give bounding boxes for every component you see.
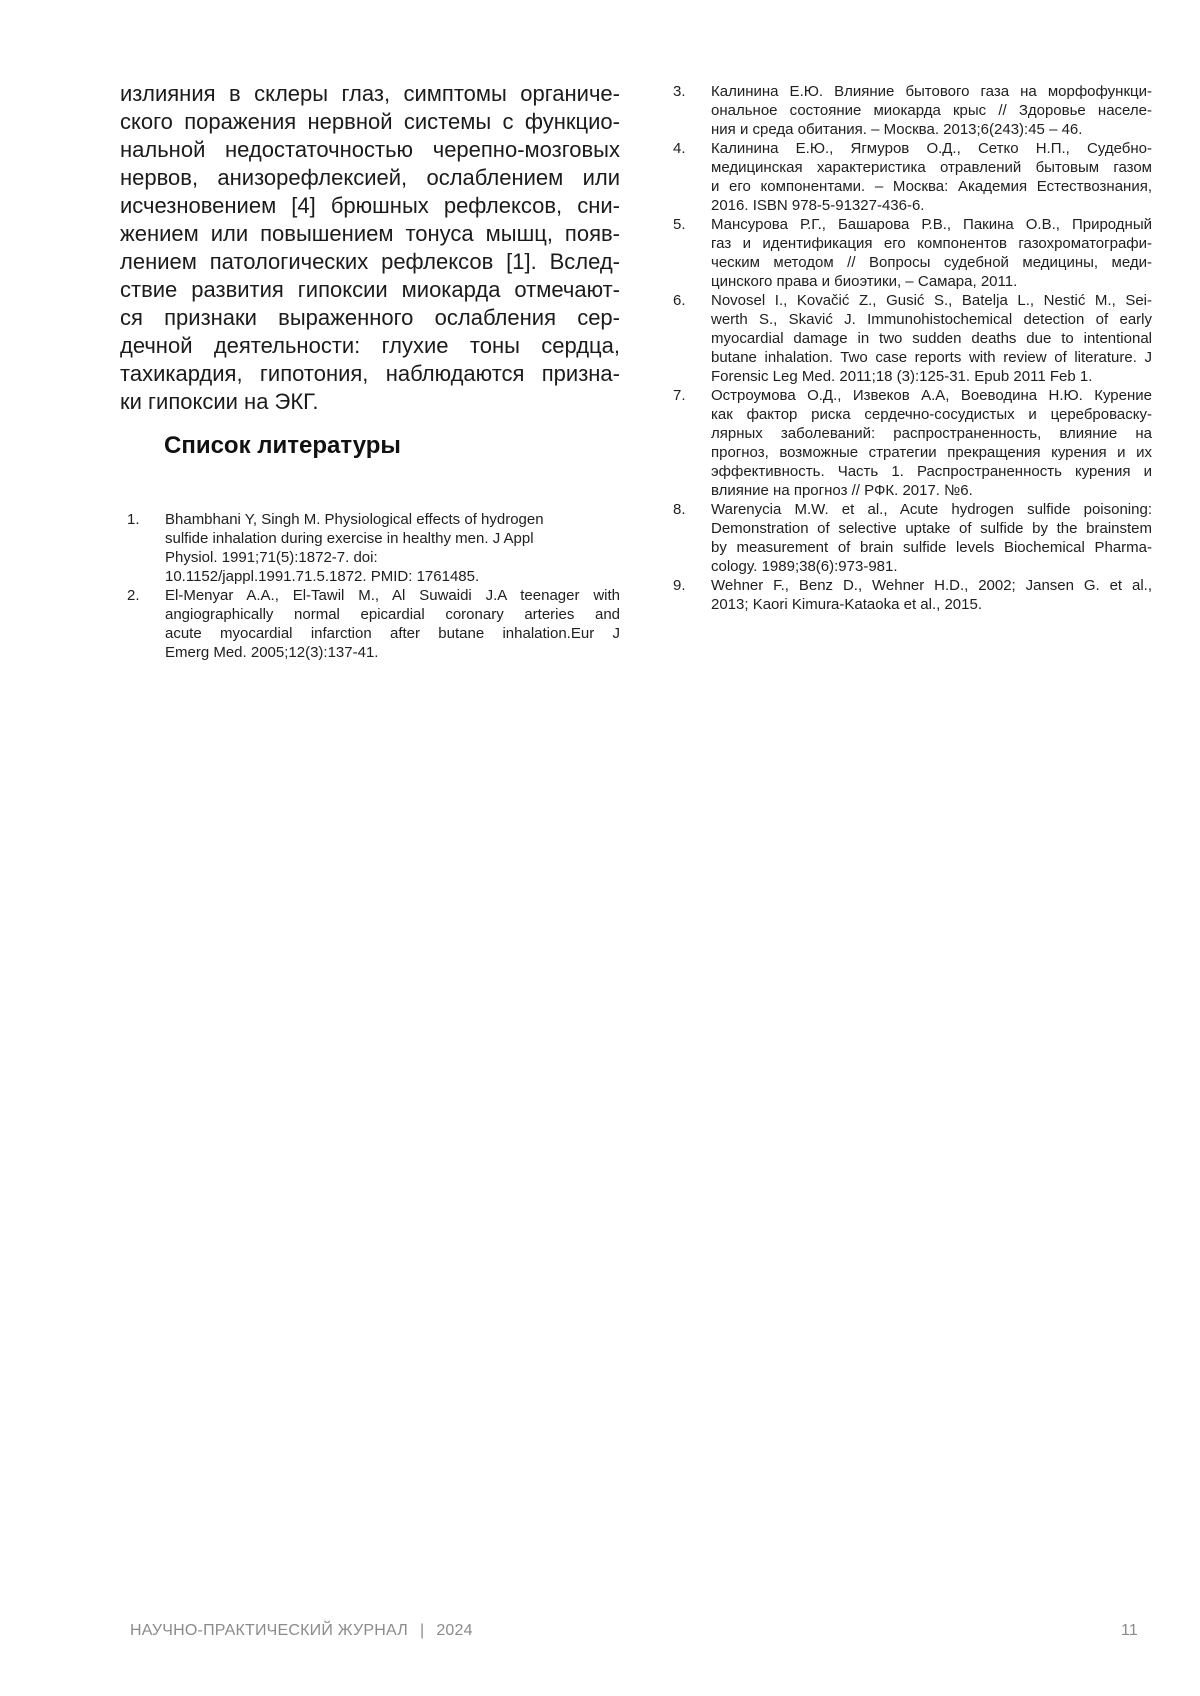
text-line: влияние на прогноз // РФК. 2017. №6. bbox=[711, 482, 973, 499]
reference-number: 3. bbox=[673, 83, 686, 100]
text-line: 2016. ISBN 978-5-91327-436-6. bbox=[711, 197, 925, 214]
reference-text bbox=[711, 576, 1152, 614]
text-line: butane inhalation. Two case reports with review of literature. J bbox=[711, 349, 1152, 366]
references-heading: Список литературы bbox=[164, 432, 401, 459]
reference-text bbox=[711, 291, 1152, 386]
reference-text bbox=[711, 215, 1152, 291]
text-line: и его компонентами. – Москва: Академия Естествознания, bbox=[711, 178, 1152, 195]
article-body-paragraph bbox=[120, 80, 620, 416]
reference-item bbox=[120, 586, 620, 662]
text-line: ствие развития гипоксии миокарда отмечают- bbox=[120, 277, 620, 302]
text-line: прогноз, возможные стратегии прекращения курения и их bbox=[711, 444, 1152, 461]
page-footer bbox=[130, 1622, 1138, 1640]
text-line: werth S., Skavić J. Immunohistochemical detection of early bbox=[711, 311, 1152, 328]
reference-item bbox=[666, 291, 1152, 386]
text-line: El-Menyar A.A., El-Tawil M., Al Suwaidi J.A teenager with bbox=[165, 587, 620, 604]
reference-number: 2. bbox=[127, 587, 140, 604]
references-list-left bbox=[120, 510, 620, 662]
text-line: как фактор риска сердечно-сосудистых и цереброваску- bbox=[711, 406, 1152, 423]
text-line: sulfide inhalation during exercise in healthy men. J Appl bbox=[165, 530, 534, 547]
text-line: 2013; Kaori Kimura-Kataoka et al., 2015. bbox=[711, 596, 982, 613]
text-line: Novosel I., Kovačić Z., Gusić S., Batelja L., Nestić M., Sei- bbox=[711, 292, 1152, 309]
reference-text bbox=[711, 386, 1152, 500]
reference-item bbox=[666, 500, 1152, 576]
text-line: ки гипоксии на ЭКГ. bbox=[120, 389, 319, 414]
text-line: лярных заболеваний: распространенность, влияние на bbox=[711, 425, 1152, 442]
reference-item bbox=[666, 215, 1152, 291]
text-line: излияния в склеры глаз, симптомы органиче- bbox=[120, 81, 620, 106]
text-line: ческим методом // Вопросы судебной медицины, меди- bbox=[711, 254, 1152, 271]
reference-number: 7. bbox=[673, 387, 686, 404]
references-list-right bbox=[666, 82, 1152, 614]
reference-number: 5. bbox=[673, 216, 686, 233]
reference-number: 9. bbox=[673, 577, 686, 594]
reference-text bbox=[165, 586, 620, 662]
reference-number: 4. bbox=[673, 140, 686, 157]
reference-text bbox=[711, 82, 1152, 139]
text-line: Калинина Е.Ю. Влияние бытового газа на морфофункци- bbox=[711, 83, 1152, 100]
text-line: Demonstration of selective uptake of sulfide by the brainstem bbox=[711, 520, 1152, 537]
text-line: Wehner F., Benz D., Wehner H.D., 2002; Jansen G. et al., bbox=[711, 577, 1152, 594]
text-line: лением патологических рефлексов [1]. Вслед- bbox=[120, 249, 620, 274]
footer-journal-line bbox=[130, 1622, 473, 1640]
reference-number: 8. bbox=[673, 501, 686, 518]
footer-year: 2024 bbox=[436, 1622, 473, 1639]
two-column-layout bbox=[0, 0, 1200, 662]
text-line: медицинская характеристика отравлений бытовым газом bbox=[711, 159, 1152, 176]
journal-name: НАУЧНО-ПРАКТИЧЕСКИЙ ЖУРНАЛ bbox=[130, 1622, 408, 1639]
text-line: by measurement of brain sulfide levels Biochemical Pharma- bbox=[711, 539, 1152, 556]
text-line: Emerg Med. 2005;12(3):137-41. bbox=[165, 644, 379, 661]
text-line: Warenycia M.W. et al., Acute hydrogen sulfide poisoning: bbox=[711, 501, 1152, 518]
reference-item bbox=[666, 386, 1152, 500]
text-line: исчезновением [4] брюшных рефлексов, сни- bbox=[120, 193, 620, 218]
text-line: жением или повышением тонуса мышц, появ- bbox=[120, 221, 620, 246]
reference-text bbox=[711, 139, 1152, 215]
text-line: Forensic Leg Med. 2011;18 (3):125-31. Epub 2011 Feb 1. bbox=[711, 368, 1093, 385]
text-line: Bhambhani Y, Singh M. Physiological effects of hydrogen bbox=[165, 511, 544, 528]
text-line: ния и среда обитания. – Москва. 2013;6(243):45 – 46. bbox=[711, 121, 1083, 138]
text-line: эффективность. Часть 1. Распространенность курения и bbox=[711, 463, 1152, 480]
left-column bbox=[120, 80, 620, 662]
text-line: цинского права и биоэтики, – Самара, 2011. bbox=[711, 273, 1018, 290]
text-line: 10.1152/jappl.1991.71.5.1872. PMID: 1761485. bbox=[165, 568, 480, 585]
reference-item bbox=[666, 139, 1152, 215]
reference-item bbox=[666, 82, 1152, 139]
text-line: cology. 1989;38(6):973-981. bbox=[711, 558, 898, 575]
reference-item bbox=[120, 510, 620, 586]
text-line: Physiol. 1991;71(5):1872-7. doi: bbox=[165, 549, 378, 566]
reference-text bbox=[165, 510, 620, 586]
text-line: тахикардия, гипотония, наблюдаются призна- bbox=[120, 361, 620, 386]
page-number: 11 bbox=[1120, 1622, 1138, 1639]
reference-item bbox=[666, 576, 1152, 614]
text-line: ского поражения нервной системы с функцио- bbox=[120, 109, 620, 134]
text-line: ся признаки выраженного ослабления сер- bbox=[120, 305, 620, 330]
text-line: angiographically normal epicardial coronary arteries and bbox=[165, 606, 620, 623]
reference-number: 1. bbox=[127, 511, 140, 528]
text-line: Мансурова Р.Г., Башарова Р.В., Пакина О.В., Природный bbox=[711, 216, 1152, 233]
footer-separator: | bbox=[419, 1622, 425, 1639]
text-line: acute myocardial infarction after butane inhalation.Eur J bbox=[165, 625, 620, 642]
text-line: нальной недостаточностью черепно-мозговых bbox=[120, 137, 620, 162]
text-line: нервов, анизорефлексией, ослаблением или bbox=[120, 165, 620, 190]
text-line: ональное состояние миокарда крыс // Здоровье населе- bbox=[711, 102, 1152, 119]
text-line: Остроумова О.Д., Извеков А.А, Воеводина Н.Ю. Курение bbox=[711, 387, 1152, 404]
text-line: Калинина Е.Ю., Ягмуров О.Д., Сетко Н.П., Судебно- bbox=[711, 140, 1152, 157]
text-line: газ и идентификация его компонентов газохроматографи- bbox=[711, 235, 1152, 252]
right-column bbox=[666, 80, 1152, 614]
reference-number: 6. bbox=[673, 292, 686, 309]
reference-text bbox=[711, 500, 1152, 576]
text-line: myocardial damage in two sudden deaths due to intentional bbox=[711, 330, 1152, 347]
text-line: дечной деятельности: глухие тоны сердца, bbox=[120, 333, 620, 358]
